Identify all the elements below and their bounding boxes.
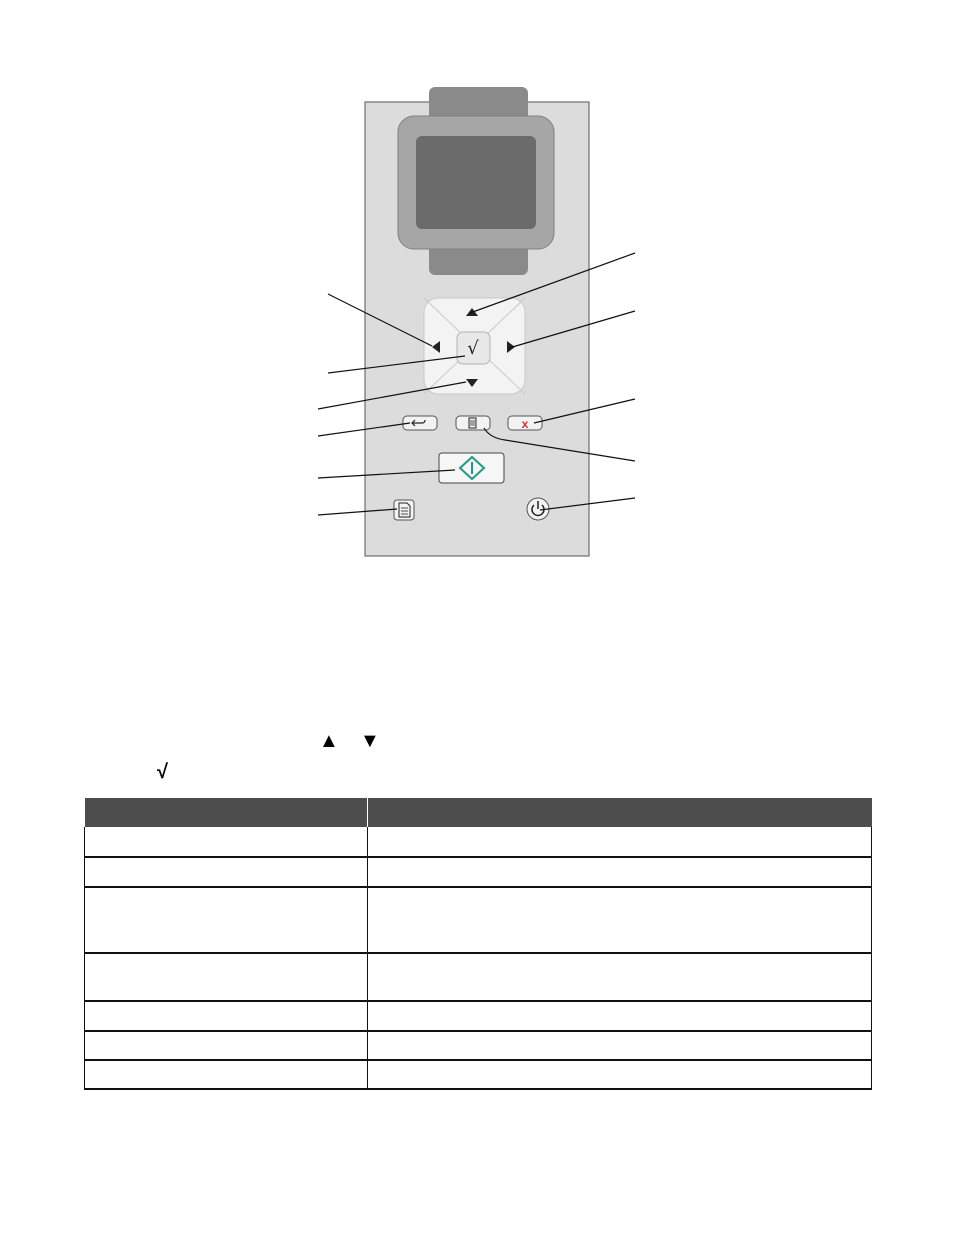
table-cell [85,953,368,1001]
table-row [85,953,872,1001]
table-cell [85,1031,368,1060]
table-cell [368,953,872,1001]
table-row [85,887,872,953]
table-cell [368,887,872,953]
settings-button[interactable] [394,500,414,520]
table-cell [85,1060,368,1089]
down-arrow-icon: ▼ [360,730,380,752]
table-header-button [85,798,368,827]
display-screen [416,136,536,229]
start-button[interactable] [439,453,504,483]
button-description-table [84,798,872,1090]
select-button[interactable] [457,332,490,364]
table-row [85,1001,872,1031]
table-row [85,1031,872,1060]
table-cell [368,857,872,887]
table-cell [368,1060,872,1089]
table-row [85,857,872,887]
table-cell [85,857,368,887]
table-row [85,827,872,857]
table-cell [85,827,368,857]
table-cell [368,1031,872,1060]
table-cell [85,1001,368,1031]
up-arrow-icon: ▲ [319,730,339,752]
menu-button[interactable] [456,416,490,430]
checkmark-icon: √ [157,761,168,783]
table-cell [368,827,872,857]
table-cell [368,1001,872,1031]
cancel-button[interactable] [508,416,542,431]
table-header-row [85,798,872,827]
control-panel-illustration [0,0,954,600]
x-icon: x [521,417,529,431]
table-header-description [368,798,872,827]
table-row [85,1060,872,1089]
table-cell [85,887,368,953]
checkmark-icon: √ [467,338,479,359]
